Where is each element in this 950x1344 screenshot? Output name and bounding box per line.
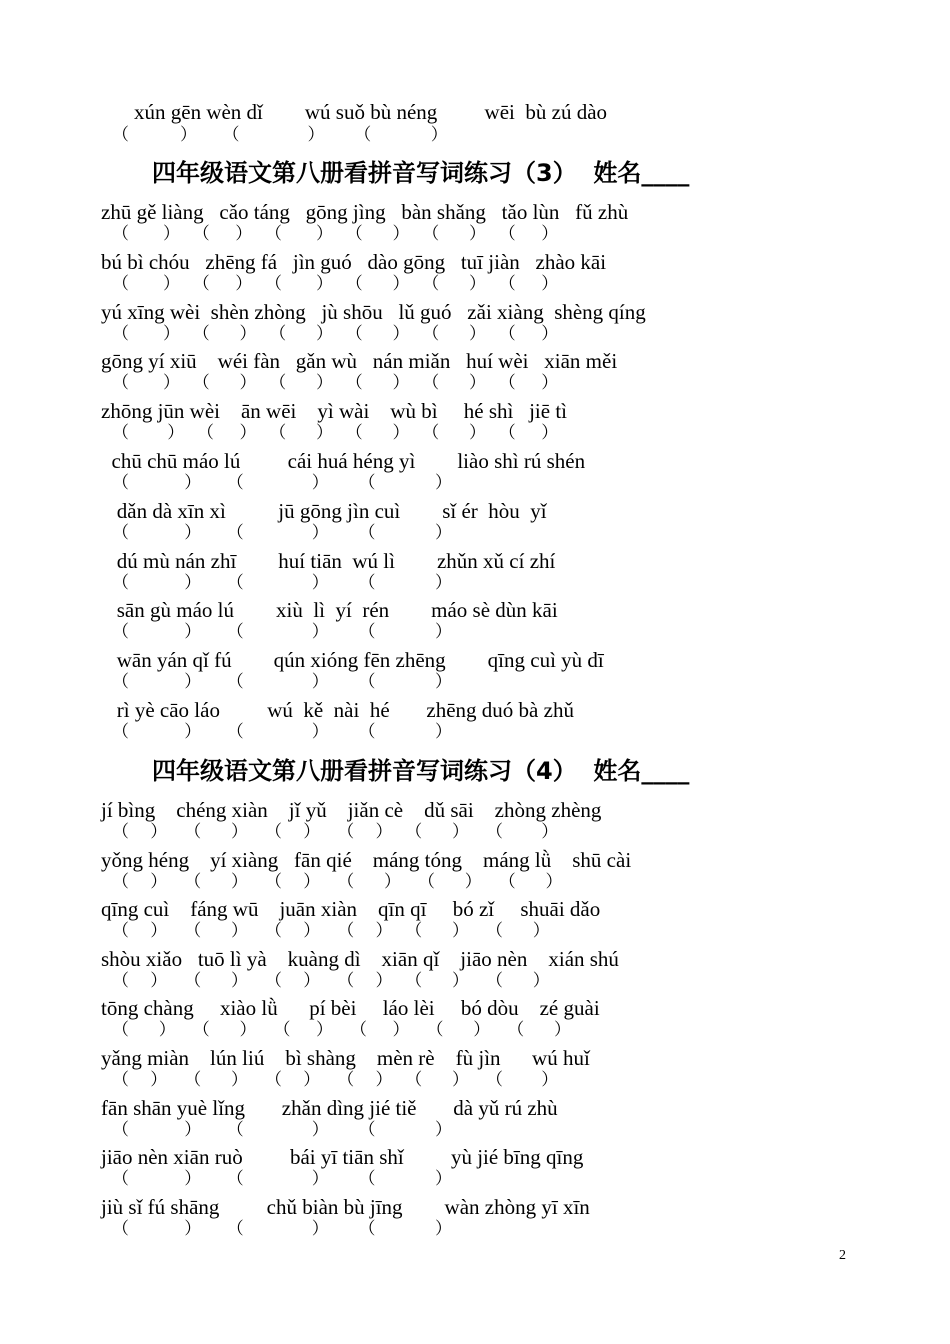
- pinyin-row: qīng cuì fáng wū juān xiàn qīn qī bó zǐ shuāi dǎo: [101, 897, 601, 922]
- pinyin-row: jiù sǐ fú shāng chǔ biàn bù jīng wàn zhòng yī xīn: [101, 1194, 590, 1219]
- answer-bracket-row: （ ） （ ） （ ） （ ） （ ） （ ）: [112, 822, 559, 841]
- answer-bracket-row: （ ） （ ） （ ） （ ） （ ） （ ）: [112, 921, 550, 941]
- pinyin-row: shòu xiǎo tuō lì yà kuàng dì xiān qǐ jiāo nèn xián shú: [101, 946, 619, 971]
- pinyin-row: yǒng héng yí xiàng fān qié máng tóng máng lǜ shū cài: [101, 847, 632, 872]
- answer-bracket-row: （ ） （ ） （ ）: [112, 1169, 452, 1189]
- pinyin-row: yǎng miàn lún liú bì shàng mèn rè fù jìn wú huǐ: [101, 1046, 590, 1070]
- answer-bracket-row: （ ） （ ） （ ） （ ） （ ） （ ）: [112, 373, 559, 393]
- answer-bracket-row: （ ） （ ） （ ） （ ） （ ） （ ）: [112, 1020, 571, 1040]
- answer-bracket-row: （ ） （ ） （ ） （ ） （ ） （ ）: [112, 323, 559, 343]
- answer-bracket-row: （ ） （ ） （ ）: [112, 1218, 452, 1238]
- answer-bracket-row: （ ） （ ） （ ） （ ） （ ） （ ）: [112, 423, 559, 443]
- answer-bracket-row: （ ） （ ） （ ）: [112, 522, 452, 542]
- pinyin-row: fān shān yuè lǐng zhǎn dìng jié tiě dà yǔ rú zhù: [101, 1095, 558, 1120]
- answer-bracket-row: （ ） （ ） （ ）: [112, 1119, 452, 1139]
- answer-bracket-row: （ ） （ ） （ ） （ ） （ ） （ ）: [112, 1070, 559, 1089]
- section-title-4: 四年级语文第八册看拼音写词练习（4） 姓名____: [152, 757, 690, 785]
- page-number: 2: [839, 1248, 846, 1263]
- pinyin-row: rì yè cāo láo wú kě nài hé zhēng duó bà zhǔ: [101, 698, 574, 722]
- pinyin-row: sān gù máo lú xiù lì yí rén máo sè dùn kāi: [101, 598, 558, 623]
- pinyin-row: wān yán qǐ fú qún xióng fēn zhēng qīng cuì yù dī: [101, 648, 604, 673]
- pinyin-row: chū chū máo lú cái huá héng yì liào shì rú shén: [101, 449, 586, 473]
- section-title-3: 四年级语文第八册看拼音写词练习（3） 姓名____: [152, 159, 690, 187]
- answer-bracket-row: （ ） （ ） （ ）: [112, 672, 452, 692]
- answer-bracket-row: （ ） （ ） （ ）: [112, 572, 452, 592]
- pinyin-row: dǎn dà xīn xì jū gōng jìn cuì sǐ ér hòu yǐ: [101, 498, 547, 523]
- pinyin-row: zhōng jūn wèi ān wēi yì wài wù bì hé shì jiē tì: [101, 399, 568, 424]
- top-pinyin-row: xún gēn wèn dǐ wú suǒ bù néng wēi bù zú dào: [134, 100, 608, 124]
- answer-bracket-row: （ ） （ ） （ ）: [112, 473, 452, 492]
- pinyin-row: yú xīng wèi shèn zhòng jù shōu lǔ guó zǎi xiàng shèng qíng: [101, 299, 646, 324]
- pinyin-row: jiāo nèn xiān ruò bái yī tiān shǐ yù jié bīng qīng: [101, 1145, 584, 1170]
- pinyin-row: jí bìng chéng xiàn jǐ yǔ jiǎn cè dǔ sāi zhòng zhèng: [101, 798, 602, 822]
- answer-bracket-row: （ ） （ ） （ ） （ ） （ ） （ ）: [112, 273, 559, 293]
- pinyin-row: gōng yí xiū wéi fàn gǎn wù nán miǎn huí wèi xiān měi: [101, 349, 618, 374]
- top-bracket-row: （ ） （ ） （ ）: [112, 125, 448, 144]
- answer-bracket-row: （ ） （ ） （ ）: [112, 722, 452, 741]
- pinyin-row: dú mù nán zhī huí tiān wú lì zhǔn xǔ cí zhí: [101, 548, 556, 573]
- pinyin-row: zhū gě liàng cǎo táng gōng jìng bàn shǎng tǎo lùn fǔ zhù: [101, 200, 629, 224]
- answer-bracket-row: （ ） （ ） （ ）: [112, 622, 452, 642]
- answer-bracket-row: （ ） （ ） （ ） （ ） （ ） （ ）: [112, 224, 559, 243]
- answer-bracket-row: （ ） （ ） （ ） （ ） （ ） （ ）: [112, 970, 550, 990]
- pinyin-row: bú bì chóu zhēng fá jìn guó dào gōng tuī jiàn zhào kāi: [101, 249, 607, 274]
- pinyin-row: tōng chàng xiào lǜ pí bèi láo lèi bó dòu zé guài: [101, 996, 600, 1021]
- answer-bracket-row: （ ） （ ） （ ） （ ） （ ） （ ）: [112, 871, 563, 891]
